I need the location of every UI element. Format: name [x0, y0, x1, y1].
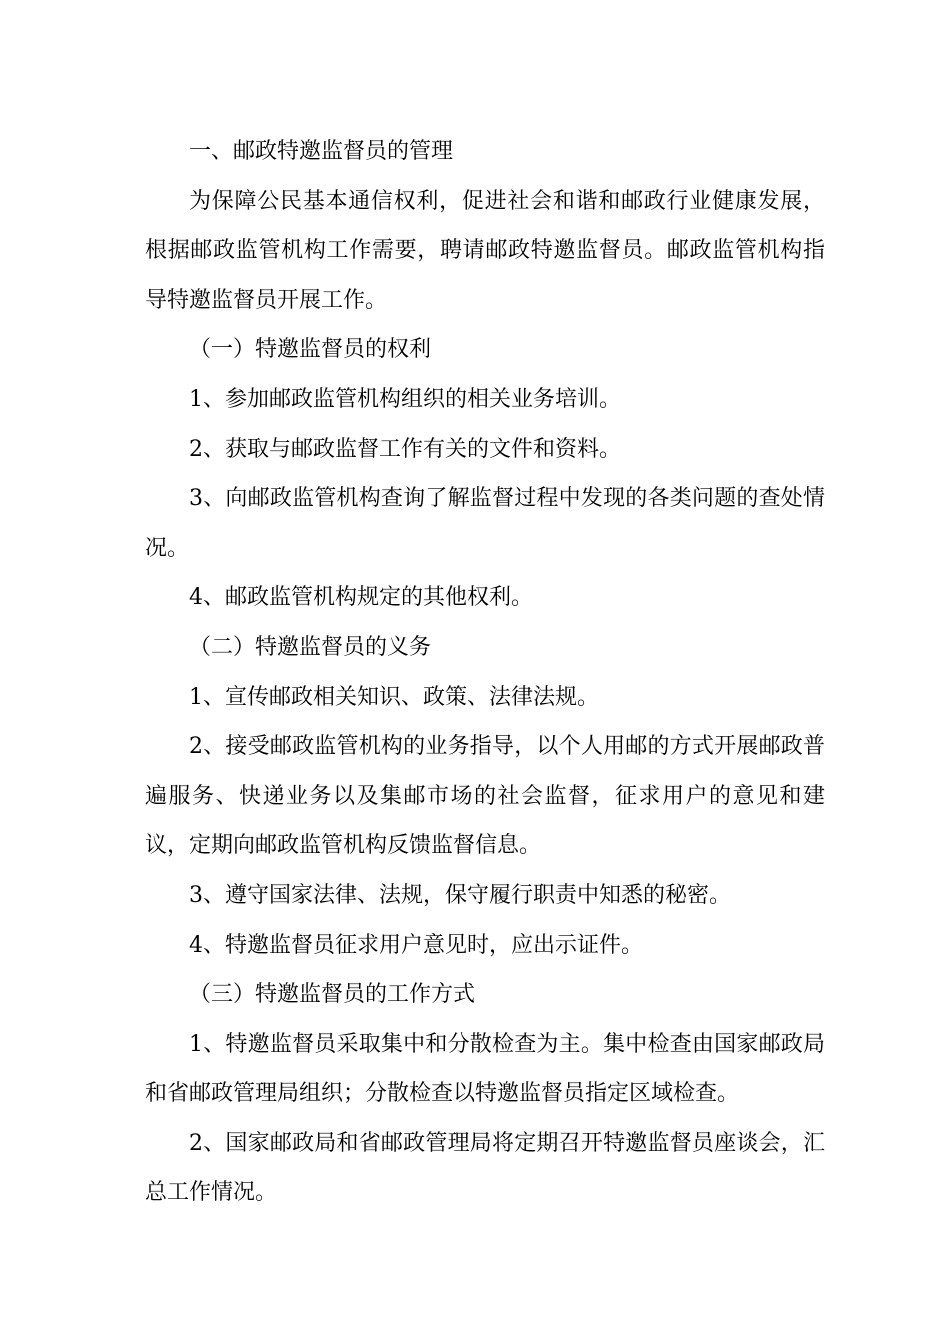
- rights-item-2: 2、获取与邮政监督工作有关的文件和资料。: [189, 436, 621, 462]
- section-heading-management: 一、邮政特邀监督员的管理: [189, 139, 454, 164]
- duties-item-1: 1、宣传邮政相关知识、政策、法律法规。: [189, 684, 599, 710]
- subheading-duties: （二）特邀监督员的义务: [189, 634, 432, 660]
- duties-item-4: 4、特邀监督员征求用户意见时，应出示证件。: [189, 932, 643, 958]
- document-body: [145, 127, 825, 1218]
- rights-item-1: 1、参加邮政监管机构组织的相关业务培训。: [189, 386, 621, 412]
- subheading-work-methods: （三）特邀监督员的工作方式: [189, 982, 476, 1008]
- duties-item-2: 2、接受邮政监管机构的业务指导，以个人用邮的方式开展邮政普遍服务、快递业务以及集邮市场的社会监督，征求用户的意见和建议，定期向邮政监管机构反馈监督信息。: [145, 734, 825, 859]
- intro-paragraph: 为保障公民基本通信权利，促进社会和谐和邮政行业健康发展，根据邮政监管机构工作需要，聘请邮政特邀监督员。邮政监管机构指导特邀监督员开展工作。: [145, 188, 825, 313]
- duties-item-3: 3、遵守国家法律、法规，保守履行职责中知悉的秘密。: [189, 882, 731, 908]
- work-methods-item-1: 1、特邀监督员采取集中和分散检查为主。集中检查由国家邮政局和省邮政管理局组织；分散检查以特邀监督员指定区域检查。: [145, 1031, 825, 1107]
- rights-item-3: 3、向邮政监管机构查询了解监督过程中发现的各类问题的查处情况。: [145, 486, 825, 561]
- rights-item-4: 4、邮政监管机构规定的其他权利。: [189, 585, 533, 611]
- work-methods-item-2: 2、国家邮政局和省邮政管理局将定期召开特邀监督员座谈会，汇总工作情况。: [145, 1130, 825, 1206]
- subheading-rights: （一）特邀监督员的权利: [189, 337, 432, 363]
